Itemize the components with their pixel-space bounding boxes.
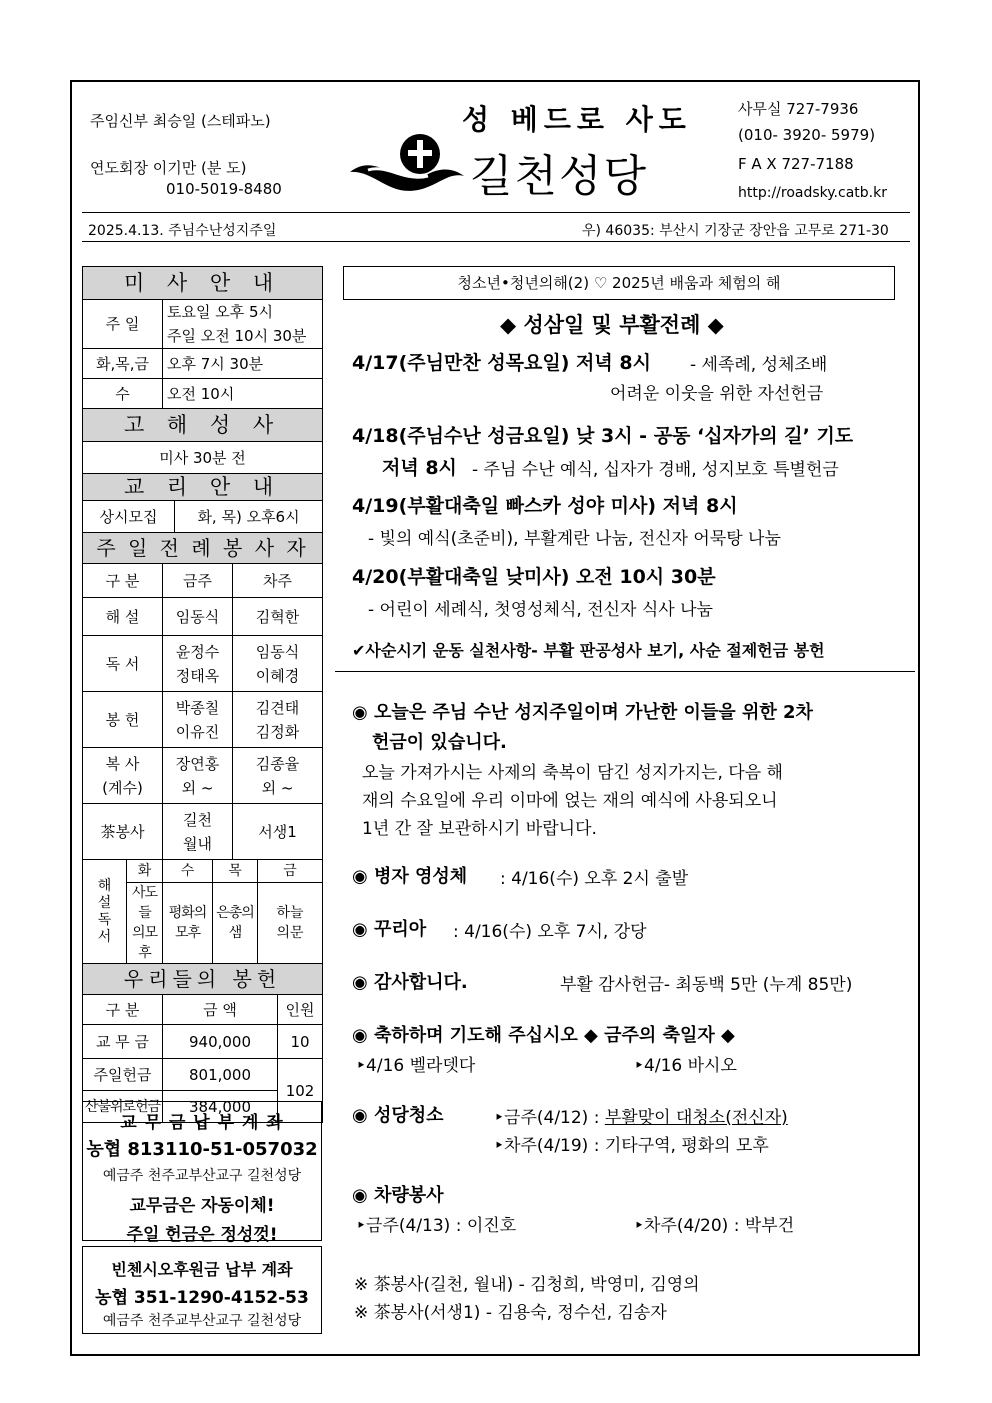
mass-day: 주 일 (83, 300, 163, 349)
offering-title: 우리들의 봉헌 (83, 964, 323, 995)
offering-label: 교 무 금 (83, 1025, 163, 1059)
server-this-week: 윤정수 정태옥 (163, 636, 233, 692)
good-friday-detail: - 주님 수난 예식, 십자가 경배, 성지보호 특별헌금 (472, 460, 839, 480)
cleaning-this-week: ‣금주(4/12) : 부활맞이 대청소(전신자) (494, 1108, 788, 1128)
server-role: 茶봉사 (83, 804, 163, 860)
easter-vigil-detail: - 빛의 예식(초준비), 부활계란 나눔, 전신자 어묵탕 나눔 (368, 529, 781, 549)
pastor-name: 주임신부 최승일 (스테파노) (90, 112, 271, 130)
offering-amount: 801,000 (163, 1059, 278, 1091)
tithe-account-holder: 예금주 천주교부산교구 길천성당 (102, 1168, 302, 1184)
auto-transfer-message: 교무금은 자동이체! (129, 1196, 275, 1216)
tea-service-1: ※ 茶봉사(길천, 월내) - 김청희, 박영미, 김영의 (354, 1275, 700, 1295)
cleaning-next-week: ‣차주(4/19) : 기타구역, 평화의 모후 (494, 1136, 769, 1156)
servers-header: 금주 (163, 564, 233, 598)
holy-thursday-detail: - 세족례, 성체조배 (690, 355, 828, 375)
catechism-label: 상시모집 (83, 501, 175, 533)
thanks-detail: 부활 감사헌금- 최동백 5만 (누계 85만) (560, 975, 853, 995)
tithe-account-title: 교 무 금 납 부 계 좌 (120, 1113, 284, 1133)
patron-saint: 성 베드로 사도 (462, 103, 692, 136)
mobile-phone: (010- 3920- 5979) (738, 126, 876, 144)
easter-day-heading: 4/20(부활대축일 낮미사) 오전 10시 30분 (352, 566, 716, 588)
sick-communion-title: ◉ 병자 영성체 (352, 866, 468, 887)
server-this-week: 장연홍 외 ~ (163, 748, 233, 804)
curia-detail: : 4/16(수) 오후 7시, 강당 (453, 922, 647, 942)
offering-label: 주일헌금 (83, 1059, 163, 1091)
palm-sunday-notice: ◉ 오늘은 주님 수난 성지주일이며 가난한 이들을 위한 2차 (352, 702, 813, 723)
offering-header: 구 분 (83, 995, 163, 1025)
offering-amount: 940,000 (163, 1025, 278, 1059)
vincent-account-number: 농협 351-1290-4152-53 (95, 1288, 309, 1308)
mass-day: 화,목,금 (83, 349, 163, 379)
section-divider (335, 671, 915, 672)
explain-group: 은총의 샘 (213, 883, 258, 964)
theme-box: 청소년•청년의해(2) ♡ 2025년 배움과 체험의 해 (343, 266, 895, 300)
server-this-week: 길천 월내 (163, 804, 233, 860)
explain-group: 사도들 의모후 (127, 883, 163, 964)
server-role: 복 사 (계수) (83, 748, 163, 804)
server-next-week: 서생1 (233, 804, 323, 860)
server-next-week: 김종율 외 ~ (233, 748, 323, 804)
easter-day-detail: - 어린이 세례식, 첫영성체식, 전신자 식사 나눔 (368, 600, 713, 620)
server-role: 독 서 (83, 636, 163, 692)
curia-title: ◉ 꾸리아 (352, 919, 427, 940)
sidebar-table (82, 266, 323, 1123)
driving-next-week: ‣차주(4/20) : 박부건 (634, 1216, 795, 1236)
palm-branch-text-2: 재의 수요일에 우리 이마에 얹는 재의 예식에 사용되오니 (362, 791, 778, 811)
easter-vigil-heading: 4/19(부활대축일 빠스카 성야 미사) 저녁 8시 (352, 495, 738, 517)
server-this-week: 박종칠 이유진 (163, 692, 233, 748)
server-next-week: 임동식 이혜경 (233, 636, 323, 692)
thanks-title: ◉ 감사합니다. (352, 972, 468, 993)
holy-thursday-heading: 4/17(주님만찬 성목요일) 저녁 8시 (352, 352, 651, 374)
driving-this-week: ‣금주(4/13) : 이진호 (356, 1216, 517, 1236)
server-role: 봉 헌 (83, 692, 163, 748)
website-link[interactable]: http://roadsky.catb.kr (738, 185, 887, 201)
lent-practice: ✔사순시기 운동 실천사항- 부활 판공성사 보기, 사순 절제헌금 봉헌 (352, 641, 825, 660)
offering-header: 인원 (278, 995, 323, 1025)
offering-count: 102 (278, 1059, 323, 1123)
explain-label: 해 설 독 서 (83, 860, 127, 964)
tithe-account-box (82, 1101, 322, 1245)
server-next-week: 김견태 김정화 (233, 692, 323, 748)
header-divider-2 (82, 241, 910, 242)
explain-day: 수 (163, 860, 213, 883)
church-name: 길천성당 (470, 151, 649, 202)
mass-time: 오후 7시 30분 (163, 349, 323, 379)
sincere-offering-message: 주일 헌금은 정성껏! (126, 1225, 278, 1245)
confession-title: 고 해 성 사 (83, 409, 323, 442)
catechism-time: 화, 목) 오후6시 (175, 501, 323, 533)
tithe-account-number: 농협 813110-51-057032 (86, 1139, 318, 1160)
bulletin-date: 2025.4.13. 주님수난성지주일 (88, 223, 277, 239)
fax-number: F A X 727-7188 (738, 155, 854, 173)
catechism-title: 교 리 안 내 (83, 474, 323, 501)
offering-amount: 384,000 (163, 1091, 278, 1123)
servers-header: 구 분 (83, 564, 163, 598)
holy-thursday-detail-2: 어려운 이웃을 위한 자선헌금 (610, 384, 824, 404)
feast-person: ‣4/16 바시오 (634, 1056, 737, 1076)
sick-communion-detail: : 4/16(수) 오후 2시 출발 (500, 869, 689, 889)
offering-count: 10 (278, 1025, 323, 1059)
office-phone: 사무실 727-7936 (738, 100, 859, 118)
explain-group: 평화의 모후 (163, 883, 213, 964)
explain-day: 목 (213, 860, 258, 883)
good-friday-evening: 저녁 8시 (382, 457, 457, 479)
confession-time: 미사 30분 전 (83, 442, 323, 474)
offering-label: 산불위로헌금 (83, 1091, 163, 1123)
servers-header: 차주 (233, 564, 323, 598)
cleaning-title: ◉ 성당청소 (352, 1105, 444, 1126)
server-next-week: 김혁한 (233, 598, 323, 636)
tea-service-2: ※ 茶봉사(서생1) - 김용숙, 정수선, 김송자 (354, 1303, 667, 1323)
explain-day: 화 (127, 860, 163, 883)
server-role: 해 설 (83, 598, 163, 636)
mass-title: 미 사 안 내 (83, 267, 323, 300)
feast-title: ◉ 축하하며 기도해 주십시오 ◆ 금주의 축일자 ◆ (352, 1025, 735, 1046)
mass-time: 오전 10시 (163, 379, 323, 409)
church-logo-icon (348, 130, 466, 196)
mass-time: 주일 오전 10시 30분 (167, 327, 307, 345)
vincent-account-holder: 예금주 천주교부산교구 길천성당 (102, 1313, 302, 1329)
mass-time: 토요일 오후 5시 (167, 303, 274, 321)
holy-week-title: ◆ 성삼일 및 부활전례 ◆ (500, 313, 724, 337)
palm-branch-text-3: 1년 간 잘 보관하시기 바랍니다. (362, 819, 597, 839)
explain-day: 금 (258, 860, 323, 883)
offering-header: 금 액 (163, 995, 278, 1025)
church-address: 우) 46035: 부산시 기장군 장안읍 고무로 271-30 (582, 223, 889, 239)
servers-title: 주 일 전 례 봉 사 자 (83, 533, 323, 564)
mass-day: 수 (83, 379, 163, 409)
council-head: 연도회장 이기만 (분 도) (90, 159, 247, 177)
vincent-account-title: 빈첸시오후원금 납부 계좌 (111, 1260, 293, 1279)
driving-title: ◉ 차량봉사 (352, 1185, 444, 1206)
vincent-account-box (82, 1246, 322, 1334)
good-friday-heading: 4/18(주님수난 성금요일) 낮 3시 - 공동 ‘십자가의 길’ 기도 (352, 425, 854, 447)
palm-branch-text: 오늘 가져가시는 사제의 축복이 담긴 성지가지는, 다음 해 (362, 763, 783, 783)
server-this-week: 임동식 (163, 598, 233, 636)
explain-group: 하늘 의문 (258, 883, 323, 964)
feast-person: ‣4/16 벨라뎃다 (356, 1056, 476, 1076)
header-divider (82, 212, 910, 213)
palm-sunday-notice-2: 헌금이 있습니다. (372, 732, 507, 753)
council-phone: 010-5019-8480 (166, 180, 282, 198)
